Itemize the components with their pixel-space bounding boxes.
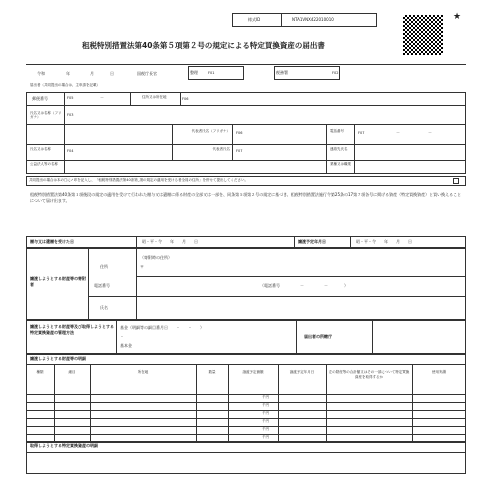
- transferor-phone-label: 電話番号: [94, 283, 110, 288]
- transfer-date-value: 昭・平・令 年 月 日: [356, 239, 412, 244]
- unit-label: 千円: [262, 395, 269, 399]
- grant-date-label: 贈与又は遺贈を受けた日: [30, 239, 74, 244]
- year-label: 年: [66, 71, 70, 76]
- name-code: F04: [67, 149, 74, 153]
- table1-header: 譲渡予定年月日: [289, 370, 315, 374]
- transferor-label: 譲渡しようとする財産等の寄附者: [30, 276, 86, 287]
- transferor-box: [26, 248, 466, 320]
- address-code: F06: [182, 97, 189, 101]
- contact-label: 連絡先氏名: [330, 147, 348, 151]
- receipt-label: 整理: [190, 70, 198, 75]
- zip-label: 郵便番号: [32, 96, 48, 101]
- month-label: 月: [90, 71, 94, 76]
- rep-kana-code: F06: [236, 131, 243, 135]
- notice-text: 共同提出の場合は本の□に✓印を記入し、「租税特別措置法第40条第_項の規定の適用を受ける者全員の住所」を併せて提出してください。: [29, 178, 248, 182]
- transfer-date-label: 譲渡予定年月日: [298, 239, 326, 244]
- form-type-label: 様式ID: [248, 17, 261, 22]
- office-label: 届出者の所轄庁: [304, 334, 332, 339]
- receipt-code: F01: [208, 71, 215, 75]
- rep-label: 代表者氏名: [212, 147, 230, 151]
- reiwa-label: 令和: [37, 71, 45, 76]
- page-title: 租税特別措置法第40条第５項第２号の規定による特定買換資産の届出書: [82, 41, 325, 50]
- name-label: 氏名又は名称: [30, 147, 51, 151]
- phone-code: F07: [358, 131, 365, 135]
- transferor-address-label: 住所: [100, 264, 108, 269]
- submitter-note: 届出者（共同提出の場合は、主申請を記載）: [30, 83, 100, 87]
- tax-office-label: 税務署: [276, 70, 288, 75]
- recipient: 国税庁長官: [137, 71, 157, 76]
- address-label: 住所又は所在地: [142, 95, 167, 99]
- table1-title: 譲渡しようとする財産等の明細: [30, 356, 86, 361]
- method-line-3: 基本金: [120, 343, 132, 348]
- table2-title: 取得しようとする特定買換資産の明細: [30, 443, 98, 448]
- transferor-name-label: 氏名: [100, 305, 108, 310]
- method-label: 譲渡しようとする財産等及び取得しようとする特定買換資産の管理方法: [30, 324, 114, 335]
- tax-office-code: F02: [332, 71, 339, 75]
- prev-address-note: （寄附時の住所）: [140, 255, 172, 260]
- table1-header: 種類: [36, 370, 44, 374]
- table1-header: 数量: [208, 370, 216, 374]
- name-kana-label: 氏名又は名称（フリガナ）: [30, 111, 62, 119]
- phone-dash-2: －: [428, 130, 432, 135]
- body-text: 租税特別措置法第40条第１項後段の規定の適用を受けて行われた贈与又は遺贈に係る財産の全部又は一部を、同条第５項第２号の規定に基づき、租税特別措置法施行令第25条の17第７項各号に掲げる資産（特定買換資産）と買い換えることについて届け出ます。: [30, 192, 462, 204]
- zip-code: F05: [67, 96, 74, 100]
- qr-code: [403, 15, 443, 55]
- name-kana-code: F03: [67, 113, 74, 117]
- transferor-phone: （電話番号 － － ）: [260, 283, 348, 288]
- table1-header: 細目: [68, 370, 76, 374]
- grant-date-value: 昭・平・令 年 月 日: [142, 239, 198, 244]
- zip-dash: －: [100, 95, 104, 100]
- transfer-assets-table: [26, 354, 466, 442]
- unit-label: 千円: [262, 427, 269, 431]
- table1-header: 譲渡予定価額: [242, 370, 264, 374]
- table1-header: 左の財産等の合計額又はその一部について特定買換資産を取得するか: [328, 370, 410, 379]
- unit-label: 千円: [262, 411, 269, 415]
- business-label: 業種又は職業: [330, 162, 351, 166]
- star-icon: ★: [453, 12, 462, 22]
- rep-kana-label: 代表者氏名（フリガナ）: [191, 129, 230, 133]
- unit-label: 千円: [262, 435, 269, 439]
- day-label: 日: [110, 71, 114, 76]
- corp-label: 公益法人等の名称: [30, 162, 58, 166]
- method-line-2: ・: [120, 334, 124, 339]
- method-line-1: 基金（明細等の細目番月日 ・ ・ ）: [120, 325, 204, 330]
- phone-label: 電話番号: [330, 129, 344, 133]
- rep-code: F07: [236, 149, 243, 153]
- table1-header: 使用実績: [432, 370, 446, 374]
- unit-label: 千円: [262, 403, 269, 407]
- form-id: NTA1VNX422010010: [292, 17, 334, 22]
- joint-checkbox[interactable]: [453, 178, 459, 184]
- table1-header: 所在地: [137, 370, 149, 374]
- zip-mark: 〒: [140, 264, 144, 269]
- phone-dash-1: －: [396, 130, 400, 135]
- unit-label: 千円: [262, 419, 269, 423]
